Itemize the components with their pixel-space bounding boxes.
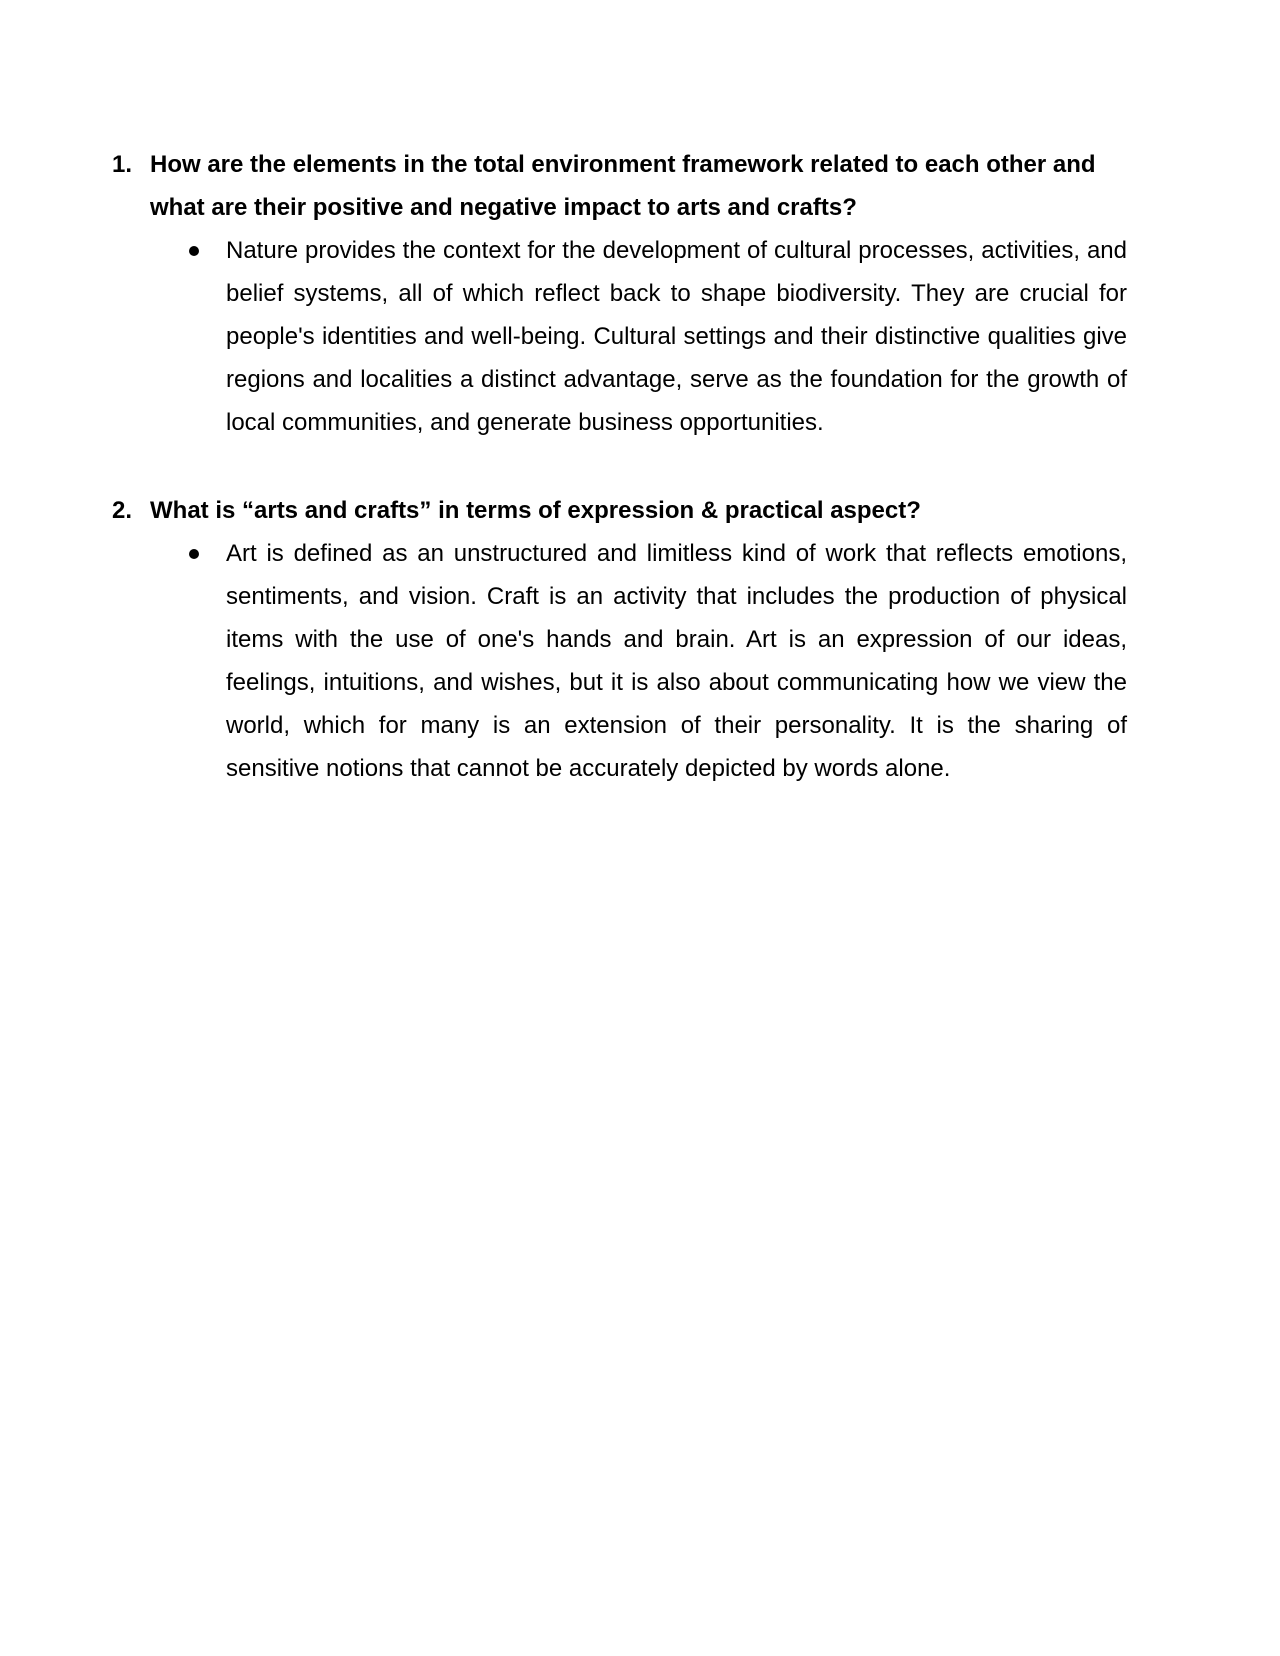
question-item-1 <box>112 143 1127 444</box>
question-number: 1. <box>112 151 133 178</box>
answer-text: Art is defined as an unstructured and limitless kind of work that reflects emotions, sentiments, and vision. Craft is an activity that includes the production of physical items with the use of one's hands and brain. Art is an expression of our ideas, feelings, intuitions, and wishes, but it is also about communicating how we view the world, which for many is an extension of their personality. It is the sharing of sensitive notions that cannot be accurately depicted by words alone. <box>226 540 1127 782</box>
bullet-icon <box>112 229 226 444</box>
question-item-2 <box>112 489 1127 790</box>
answer-bullet-item <box>112 229 1127 444</box>
question-heading <box>112 489 1127 532</box>
question-heading <box>112 143 1127 229</box>
answer-bullet-item <box>112 532 1127 790</box>
bullet-icon <box>112 532 226 790</box>
question-text: How are the elements in the total environment framework related to each other and what are their positive and negative impact to arts and crafts? <box>150 151 1096 221</box>
answer-text: Nature provides the context for the development of cultural processes, activities, and belief systems, all of which reflect back to shape biodiversity. They are crucial for people's identities and well-being. Cultural settings and their distinctive qualities give regions and localities a distinct advantage, serve as the foundation for the growth of local communities, and generate business opportunities. <box>226 237 1127 436</box>
question-text: What is “arts and crafts” in terms of expression & practical aspect? <box>150 497 921 524</box>
question-number: 2. <box>112 497 133 524</box>
